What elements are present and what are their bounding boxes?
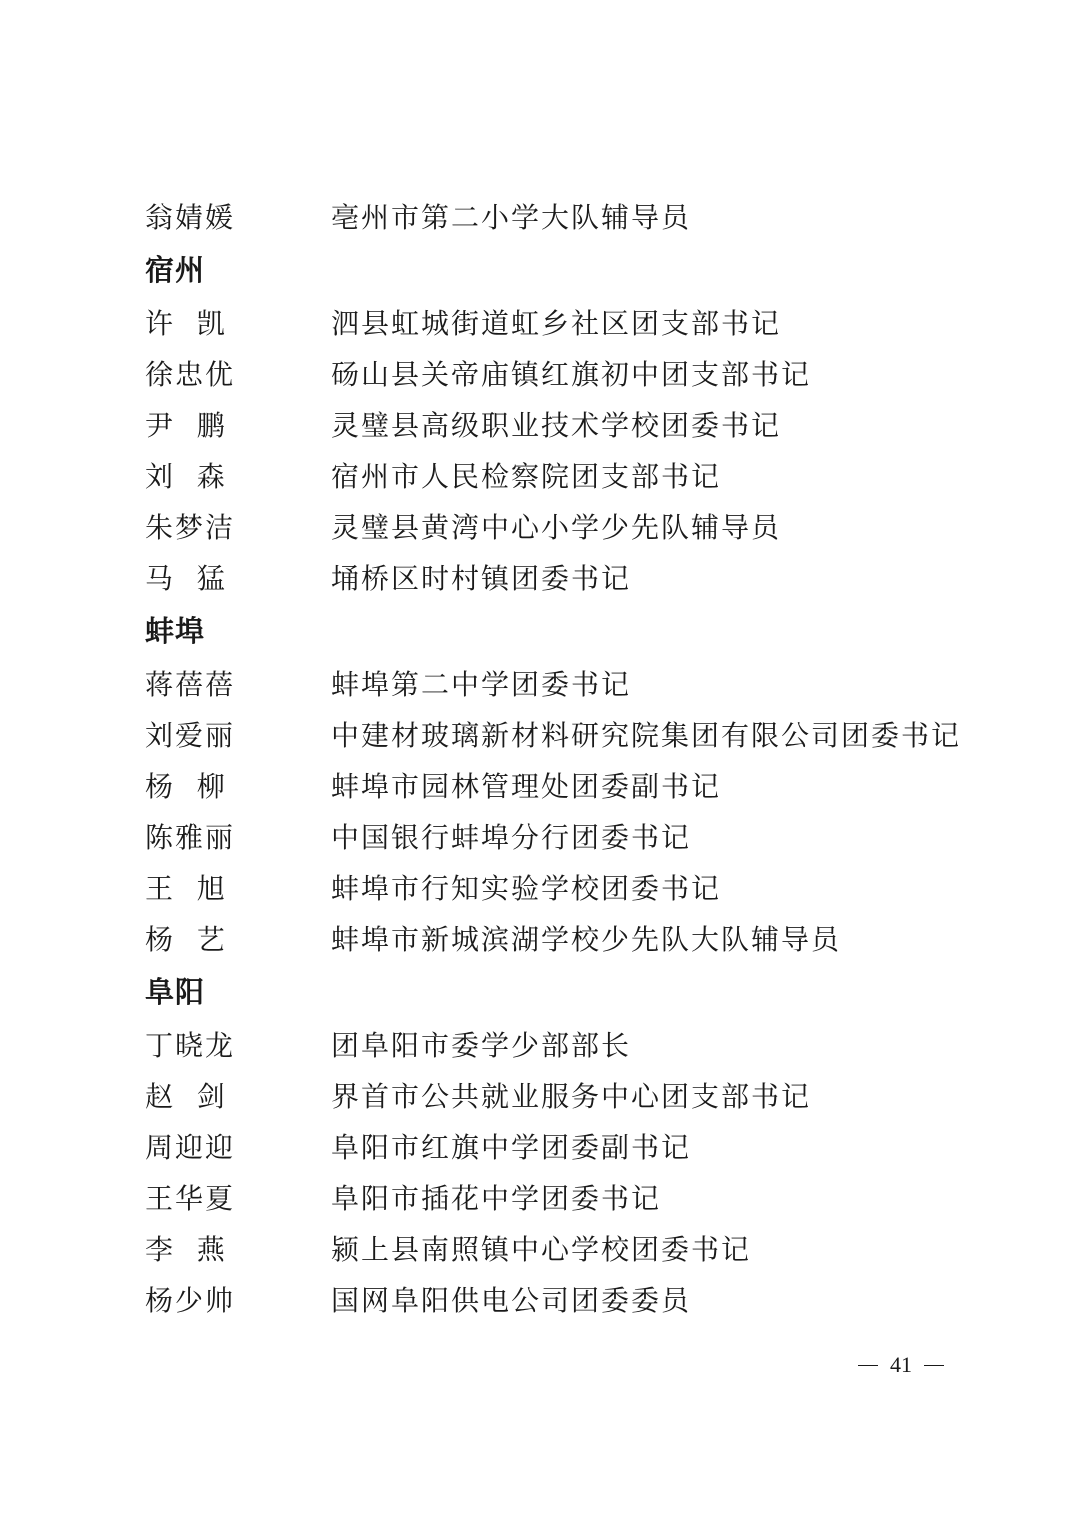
list-item [145,657,975,708]
person-name: 蒋蓓蓓 [145,667,236,701]
list-item [145,1273,975,1324]
page-number: 41 [890,1352,912,1377]
person-name: 刘爱丽 [145,718,236,752]
person-title: 团阜阳市委学少部部长 [331,1028,632,1062]
person-name: 徐忠优 [145,357,236,391]
list-item [145,398,975,449]
list-item [145,1222,975,1273]
list-item [145,759,975,810]
list-item [145,1120,975,1171]
person-title: 阜阳市插花中学团委书记 [331,1181,662,1215]
person-name: 尹 鹏 [145,408,227,442]
person-title: 颍上县南照镇中心学校团委书记 [331,1232,752,1266]
name-list [145,190,975,1324]
person-name: 翁婧媛 [145,200,236,234]
person-name: 杨少帅 [145,1283,236,1317]
person-name: 朱梦洁 [145,510,236,544]
section-heading-label: 蚌埠 [145,614,206,648]
person-title: 砀山县关帝庙镇红旗初中团支部书记 [331,357,812,391]
section-heading [145,602,975,657]
person-name: 李 燕 [145,1232,227,1266]
list-item [145,1069,975,1120]
person-title: 蚌埠市园林管理处团委副书记 [331,769,722,803]
person-title: 阜阳市红旗中学团委副书记 [331,1130,692,1164]
person-name: 杨 柳 [145,769,227,803]
person-name: 刘 森 [145,459,227,493]
person-name: 丁晓龙 [145,1028,236,1062]
person-name: 马 猛 [145,561,227,595]
list-item [145,708,975,759]
person-title: 亳州市第二小学大队辅导员 [331,200,692,234]
person-name: 许 凯 [145,306,227,340]
list-item [145,500,975,551]
section-heading [145,963,975,1018]
person-title: 泗县虹城街道虹乡社区团支部书记 [331,306,782,340]
person-title: 中国银行蚌埠分行团委书记 [331,820,692,854]
person-title: 灵璧县黄湾中心小学少先队辅导员 [331,510,782,544]
list-item [145,1171,975,1222]
list-item [145,551,975,602]
list-item [145,296,975,347]
person-title: 灵璧县高级职业技术学校团委书记 [331,408,782,442]
person-title: 蚌埠市新城滨湖学校少先队大队辅导员 [331,922,842,956]
person-name: 杨 艺 [145,922,227,956]
list-item [145,861,975,912]
list-item [145,190,975,241]
list-item [145,347,975,398]
person-name: 赵 剑 [145,1079,227,1113]
person-title: 蚌埠第二中学团委书记 [331,667,632,701]
list-item [145,810,975,861]
right-dash [924,1365,944,1366]
list-item [145,449,975,500]
person-name: 周迎迎 [145,1130,236,1164]
person-name: 陈雅丽 [145,820,236,854]
person-title: 蚌埠市行知实验学校团委书记 [331,871,722,905]
page-footer [858,1352,944,1378]
person-title: 埇桥区时村镇团委书记 [331,561,632,595]
section-heading [145,241,975,296]
person-name: 王 旭 [145,871,227,905]
list-item [145,1018,975,1069]
person-title: 中建材玻璃新材料研究院集团有限公司团委书记 [331,718,962,752]
person-title: 国网阜阳供电公司团委委员 [331,1283,692,1317]
person-title: 界首市公共就业服务中心团支部书记 [331,1079,812,1113]
section-heading-label: 阜阳 [145,975,206,1009]
left-dash [858,1365,878,1366]
section-heading-label: 宿州 [145,253,206,287]
person-name: 王华夏 [145,1181,236,1215]
person-title: 宿州市人民检察院团支部书记 [331,459,722,493]
list-item [145,912,975,963]
